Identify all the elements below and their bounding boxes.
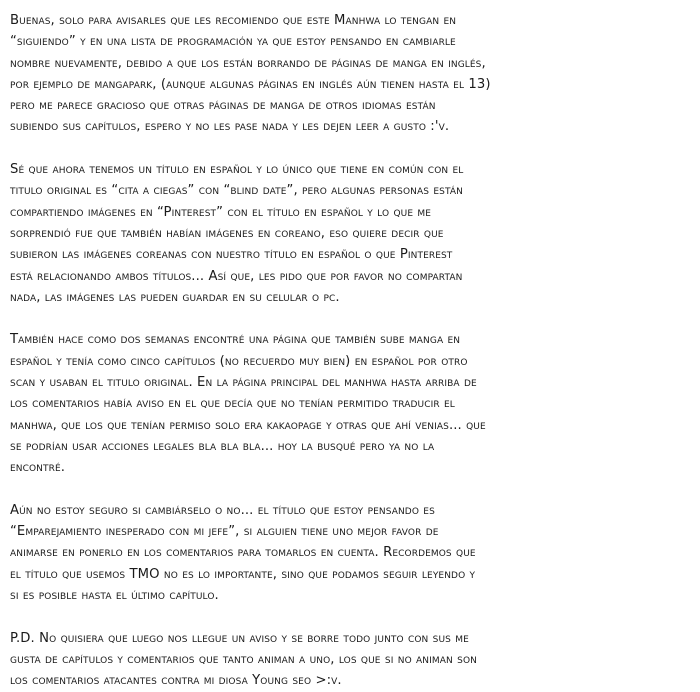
paragraph-2 bbox=[10, 159, 694, 308]
text-line: encontré. bbox=[10, 460, 66, 476]
text-line: Buenas, solo para avisarles que les recomiendo que este Manhwa lo tengan en bbox=[10, 13, 457, 28]
text-line: está relacionando ambos títulos... Así que, les pido que por favor no compartan bbox=[10, 268, 463, 284]
text-line: compartiendo imágenes en “Pinterest” con el título en español y lo que me bbox=[10, 204, 432, 220]
paragraph-4 bbox=[10, 500, 694, 606]
text-line: animarse en ponerlo en los comentarios para tomarlos en cuenta. Recordemos que bbox=[10, 545, 476, 561]
text-line: Aún no estoy seguro si cambiárselo o no... el título que estoy pensando es bbox=[10, 502, 435, 518]
text-line: español y tenía como cinco capítulos (no recuerdo muy bien) en español por otro bbox=[10, 353, 468, 369]
text-line: gusta de capítulos y comentarios que tanto animan a uno, los que si no animan son bbox=[10, 651, 477, 667]
text-line: nada, las imágenes las pueden guardar en su celular o pc. bbox=[10, 289, 340, 305]
text-line: Sé que ahora tenemos un título en español y lo único que tiene en común con el bbox=[10, 162, 464, 178]
text-line: subiendo sus capítulos, espero y no les pase nada y les dejen leer a gusto :'v. bbox=[10, 119, 450, 135]
text-line: si es posible hasta el último capítulo. bbox=[10, 588, 219, 604]
text-line: P.D. No quisiera que luego nos llegue un aviso y se borre todo junto con sus me bbox=[10, 630, 469, 646]
paragraph-3 bbox=[10, 329, 694, 478]
text-line: sorprendió fue que también habían imágenes en coreano, eso quiere decir que bbox=[10, 225, 444, 241]
paragraph-1 bbox=[10, 10, 694, 138]
text-line: “siguiendo” y en una lista de programación ya que estoy pensando en cambiarle bbox=[10, 34, 456, 50]
text-line: nombre nuevamente, debido a que los están borrando de páginas de manga en inglés, bbox=[10, 55, 486, 71]
text-line: manhwa, que los que tenían permiso solo era kakaopage y otras que ahí venias... que bbox=[10, 417, 486, 433]
text-line: por ejemplo de mangapark, (aunque algunas páginas en inglés aún tienen hasta el 13) bbox=[10, 76, 491, 92]
text-line: titulo original es “cita a ciegas” con “blind date”, pero algunas personas están bbox=[10, 183, 463, 199]
text-line: “Emparejamiento inesperado con mi jefe”, si alguien tiene uno mejor favor de bbox=[10, 524, 439, 540]
text-line: También hace como dos semanas encontré una página que también sube manga en bbox=[10, 332, 461, 348]
paragraph-5 bbox=[10, 628, 694, 692]
text-line: se podrían usar acciones legales bla bla bla... hoy la busqué pero ya no la bbox=[10, 438, 435, 454]
text-line: los comentarios había aviso en el que decía que no tenían permitido traducir el bbox=[10, 396, 455, 412]
text-line: los comentarios atacantes contra mi diosa Young seo >:v. bbox=[10, 673, 342, 689]
text-line: scan y usaban el titulo original. En la página principal del manhwa hasta arriba de bbox=[10, 375, 477, 391]
text-line: subieron las imágenes coreanas con nuestro título en español o que Pinterest bbox=[10, 247, 453, 263]
text-line: pero me parece gracioso que otras páginas de manga de otros idiomas están bbox=[10, 98, 436, 114]
scanlation-notice bbox=[10, 10, 694, 692]
text-line: el título que usemos TMO no es lo importante, sino que podamos seguir leyendo y bbox=[10, 566, 476, 582]
